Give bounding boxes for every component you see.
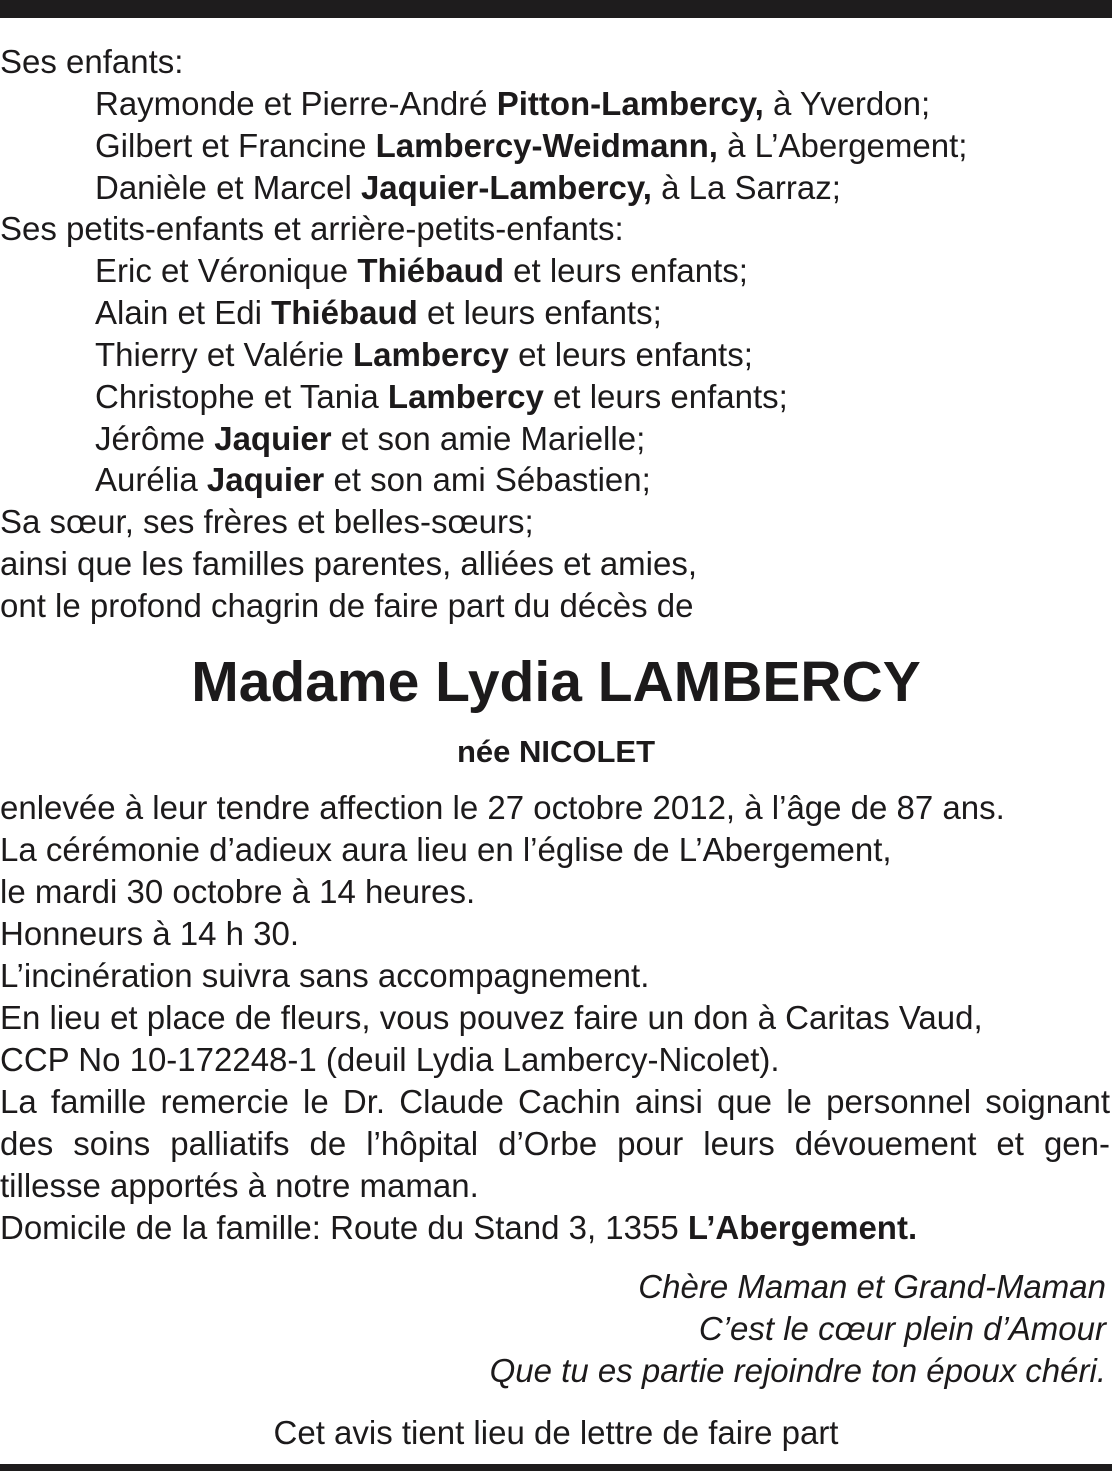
grandchild-family-name: Lambercy	[387, 377, 544, 415]
grandchild-note: et leurs enfants;	[543, 377, 788, 415]
poem-line: Chère Maman et Grand-Maman	[638, 1268, 1106, 1305]
grandchild-entry	[0, 334, 1110, 376]
grandchild-family-name: Jaquier	[206, 461, 325, 499]
announcement-line: ont le profond chagrin de faire part du décès de	[0, 586, 694, 624]
child-entry	[0, 125, 1110, 167]
details-line: CCP No 10-172248-1 (deuil Lydia Lambercy-Nicolet).	[0, 1041, 780, 1078]
grandchild-note: et leurs enfants;	[417, 294, 662, 332]
grandchild-entry	[0, 418, 1110, 460]
child-family-name: Lambercy-Weidmann,	[375, 126, 718, 164]
domicile-address: Domicile de la famille: Route du Stand 3, 1355	[0, 1209, 688, 1246]
footer-note: Cet avis tient lieu de lettre de faire part	[273, 1414, 839, 1451]
child-first-names: Gilbert et Francine	[95, 126, 376, 164]
grandchild-first-names: Alain et Edi	[95, 294, 272, 332]
poem	[0, 1266, 1106, 1392]
grandchild-family-name: Lambercy	[352, 335, 509, 373]
child-location: à L’Abergement;	[717, 126, 968, 164]
details-text	[0, 787, 1110, 1249]
details-line: L’incinération suivra sans accompagnement.	[0, 957, 650, 994]
grandchildren-heading: Ses petits-enfants et arrière-petits-enfants:	[0, 210, 624, 248]
grandchild-first-names: Thierry et Valérie	[95, 335, 353, 373]
child-first-names: Raymonde et Pierre-André	[95, 84, 497, 122]
details-line: Honneurs à 14 h 30.	[0, 915, 300, 952]
grandchild-family-name: Thiébaud	[357, 252, 504, 290]
details-line: En lieu et place de fleurs, vous pouvez faire un don à Caritas Vaud,	[0, 999, 983, 1036]
family-list	[0, 41, 1110, 627]
thanks-line: tillesse apportés à notre maman.	[0, 1167, 479, 1204]
domicile-line	[0, 1207, 1110, 1249]
grandchild-first-names: Christophe et Tania	[95, 377, 388, 415]
poem-line: C’est le cœur plein d’Amour	[698, 1310, 1106, 1347]
grandchild-note: et son amie Marielle;	[331, 419, 646, 457]
grandchild-entry	[0, 376, 1110, 418]
bottom-rule	[0, 1464, 1112, 1471]
grandchild-first-names: Aurélia	[95, 461, 207, 499]
maiden-name: née NICOLET	[456, 734, 656, 769]
grandchild-first-names: Jérôme	[95, 419, 215, 457]
child-first-names: Danièle et Marcel	[95, 168, 361, 206]
grandchild-note: et leurs enfants;	[508, 335, 753, 373]
details-line: enlevée à leur tendre affection le 27 octobre 2012, à l’âge de 87 ans.	[0, 789, 1005, 826]
relatives-line: Sa sœur, ses frères et belles-sœurs;	[0, 503, 534, 541]
grandchild-entry	[0, 250, 1110, 292]
grandchild-entry	[0, 292, 1110, 334]
child-entry	[0, 167, 1110, 209]
child-location: à Yverdon;	[763, 84, 931, 122]
details-line: La cérémonie d’adieux aura lieu en l’église de L’Abergement,	[0, 831, 892, 868]
poem-line: Que tu es partie rejoindre ton époux chéri.	[489, 1352, 1106, 1389]
details-line: le mardi 30 octobre à 14 heures.	[0, 873, 476, 910]
child-family-name: Jaquier-Lambercy,	[360, 168, 652, 206]
child-family-name: Pitton-Lambercy,	[496, 84, 764, 122]
grandchild-entry	[0, 459, 1110, 501]
thanks-line: La famille remercie le Dr. Claude Cachin ainsi que le personnel soignant	[0, 1083, 1110, 1120]
top-rule	[0, 0, 1112, 18]
domicile-place: L’Abergement.	[687, 1209, 918, 1246]
grandchild-note: et leurs enfants;	[503, 252, 748, 290]
grandchild-first-names: Eric et Véronique	[95, 252, 358, 290]
child-location: à La Sarraz;	[651, 168, 841, 206]
children-heading: Ses enfants:	[0, 43, 184, 80]
grandchild-note: et son ami Sébastien;	[324, 461, 651, 499]
grandchild-family-name: Thiébaud	[271, 294, 418, 332]
child-entry	[0, 83, 1110, 125]
thanks-line: des soins palliatifs de l’hôpital d’Orbe pour leurs dévouement et gen-	[0, 1125, 1110, 1162]
deceased-name: Madame Lydia LAMBERCY	[191, 650, 921, 714]
grandchild-family-name: Jaquier	[214, 419, 332, 457]
relatives-line: ainsi que les familles parentes, alliées et amies,	[0, 545, 698, 583]
